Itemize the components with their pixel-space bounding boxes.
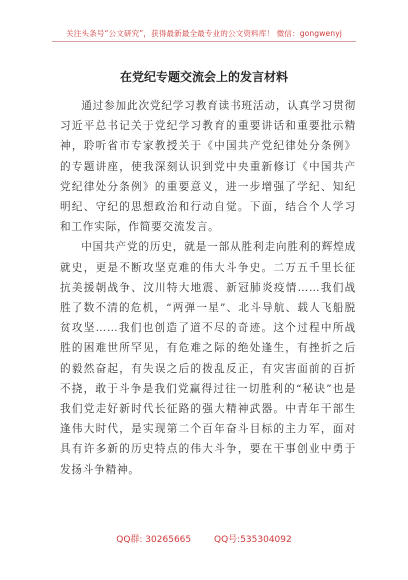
page-header bbox=[0, 0, 408, 42]
document-body bbox=[60, 96, 356, 480]
footer-qq-group: QQ群: 30265665 bbox=[116, 535, 192, 545]
paragraph-1: 通过参加此次党纪学习教育读书班活动，认真学习贯彻习近平总书记关于党纪学习教育的重要讲话和重要批示精神，聆听省市专家教授关于《中国共产党纪律处分条例》的专题讲座，使我深刻认识到党中央重新修订《中国共产党纪律处分条例》的重要意义，进一步增强了学纪、知纪明纪、守纪的思想政治和行动自觉。下面，结合个人学习和工作实际，作简要交流发言。 bbox=[60, 100, 356, 234]
header-divider bbox=[52, 41, 356, 42]
document-title: 在党纪专题交流会上的发言材料 bbox=[119, 70, 288, 84]
header-banner: 关注头条号“公文研究”，获得最新最全最专业的公文资料库！ 微信：gongwenyj bbox=[66, 29, 342, 38]
footer-qq-number: QQ号:535304092 bbox=[214, 535, 292, 545]
page-footer bbox=[0, 532, 408, 545]
paragraph-2: 中国共产党的历史，就是一部从胜利走向胜利的辉煌成就史，更是不断攻坚克难的伟大斗争史。二万五千里长征抗美援朝战争、汶川特大地震、新冠肺炎疫情……我们战胜了数不清的危机，“两弹一星”、北斗导航、载人飞船脱贫攻坚……我们也创造了道不尽的奇迹。这个过程中所战胜的困难世所罕见，有危难之际的绝处逢生，有挫折之后的毅然奋起，有失误之后的拨乱反正，有灾害面前的百折不挠，敢于斗争是我们党赢得过往一切胜利的“秘诀”也是我们党走好新时代长征路的强大精神武器。中青年干部生逢伟大时代，是实现第二个百年奋斗目标的主力军，面对具有许多新的历史特点的伟大斗争，要在干事创业中勇于发扬斗争精神。 bbox=[60, 241, 356, 476]
